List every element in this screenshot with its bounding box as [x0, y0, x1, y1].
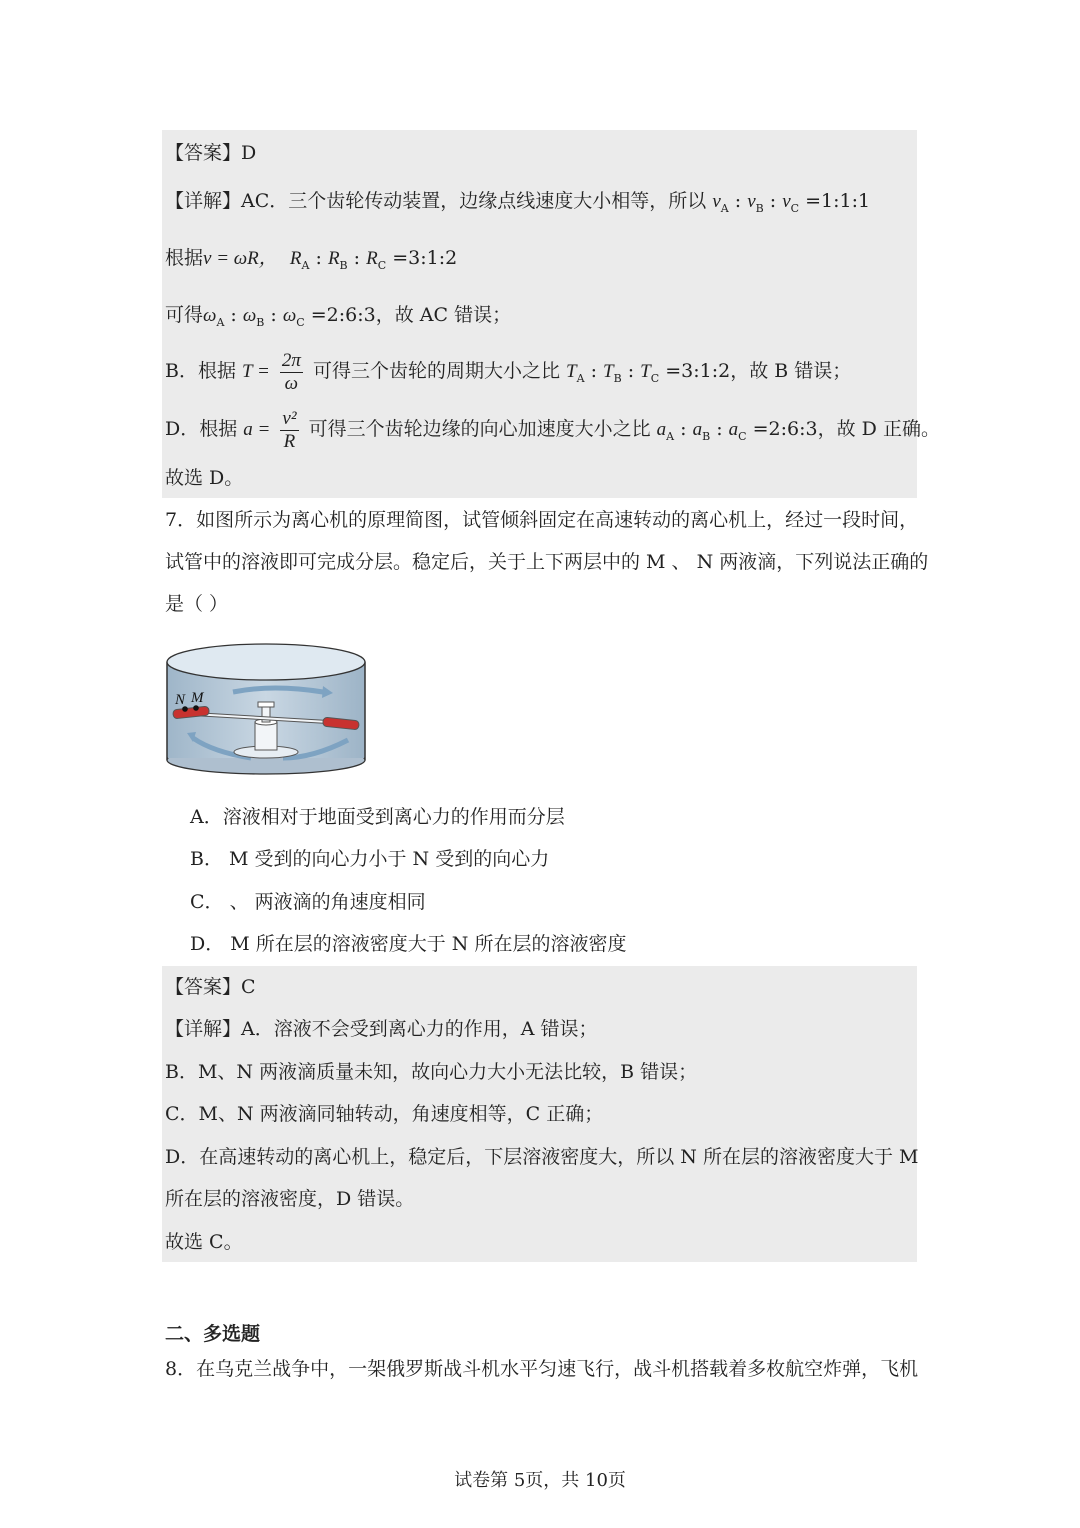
accel-formula-lhs: a =	[243, 419, 271, 440]
detail7-line1	[165, 1016, 598, 1042]
answer7-line	[165, 974, 256, 1000]
answer6-value: D	[241, 142, 257, 164]
detail6-label: 【详解】	[165, 190, 242, 212]
detail6-d-prefix: D．根据	[165, 418, 238, 440]
detail6-l3-suffix: ，故 AC 错误；	[375, 304, 512, 326]
period-formula-lhs: T =	[242, 361, 270, 382]
detail7-line5: 所在层的溶液密度，D 错误。	[165, 1188, 415, 1210]
detail6-d-mid: 可得三个齿轮边缘的向心加速度大小之比	[308, 418, 651, 440]
detail7-line2: B．M、N 两液滴质量未知，故向心力大小无法比较，B 错误；	[165, 1061, 698, 1083]
detail6-l2-formula: v = ωR，	[203, 248, 278, 269]
detail6-line2	[165, 245, 457, 279]
detail6-conclusion: 故选 D。	[165, 467, 244, 489]
period-numerator: 2π	[281, 349, 301, 371]
detail6-line-d	[165, 404, 940, 462]
label-n: N	[175, 692, 186, 708]
q7-option-a: A．溶液相对于地面受到离心力的作用而分层	[190, 806, 565, 828]
detail6-line1	[165, 188, 870, 222]
velocity-ratio-value: =1:1:1	[805, 190, 871, 212]
accel-ratio-symbols: $a_A$ : $a_B$ : $a_C$	[656, 418, 747, 443]
detail6-l1-text: AC．三个齿轮传动装置，边缘点线速度大小相等，所以	[241, 190, 707, 212]
q7-option-d: D． M 所在层的溶液密度大于 N 所在层的溶液密度	[190, 933, 627, 955]
answer7-label: 【答案】	[165, 976, 242, 998]
accel-fraction	[280, 408, 298, 453]
detail7-l1: A．溶液不会受到离心力的作用，A 错误；	[241, 1018, 598, 1040]
answer6-label: 【答案】	[165, 142, 242, 164]
label-m: M	[191, 690, 204, 706]
omega-ratio-value: =2:6:3	[310, 304, 376, 326]
velocity-ratio-symbols: $v_A$ : $v_B$ : $v_C$	[712, 190, 800, 215]
omega-ratio-symbols: $\omega_A$ : $\omega_B$ : $\omega_C$	[203, 304, 305, 329]
answer6-line	[165, 140, 256, 166]
detail6-line3	[165, 302, 511, 336]
q7-line1: 7．如图所示为离心机的原理简图，试管倾斜固定在高速转动的离心机上，经过一段时间，	[165, 509, 919, 531]
detail6-l3-prefix: 可得	[165, 304, 204, 326]
detail6-b-suffix: ，故 B 错误；	[730, 360, 852, 382]
section2-title: 二、多选题	[165, 1323, 261, 1345]
q7-line3: 是（ ）	[165, 593, 229, 615]
q7-option-c: C． 、 两液滴的角速度相同	[190, 891, 426, 913]
q7-line2: 试管中的溶液即可完成分层。稳定后，关于上下两层中的 M 、 N 两液滴，下列说法正确的	[165, 551, 929, 573]
detail7-line3: C．M、N 两液滴同轴转动，角速度相等，C 正确；	[165, 1103, 604, 1125]
detail6-b-mid: 可得三个齿轮的周期大小之比	[312, 360, 560, 382]
detail6-d-suffix: ，故 D 正确。	[817, 418, 940, 440]
q8-line1: 8．在乌克兰战争中，一架俄罗斯战斗机水平匀速飞行，战斗机搭载着多枚航空炸弹，飞机	[165, 1358, 919, 1380]
detail7-conclusion: 故选 C。	[165, 1231, 243, 1253]
accel-ratio-value: =2:6:3	[752, 418, 818, 440]
centrifuge-figure	[163, 640, 369, 775]
page-footer: 试卷第 5页，共 10页	[454, 1470, 626, 1491]
period-ratio-value: =3:1:2	[665, 360, 731, 382]
detail6-l2-prefix: 根据	[165, 247, 204, 269]
detail6-b-prefix: B．根据	[165, 360, 236, 382]
radius-ratio-symbols: $R_A$ : $R_B$ : $R_C$	[289, 247, 387, 272]
accel-numerator: v²	[282, 407, 297, 429]
detail6-line-b	[165, 346, 851, 404]
detail7-label: 【详解】	[165, 1018, 242, 1040]
period-denominator: ω	[284, 372, 299, 394]
period-ratio-symbols: $T_A$ : $T_B$ : $T_C$	[566, 360, 660, 385]
detail7-line4: D．在高速转动的离心机上，稳定后，下层溶液密度大，所以 N 所在层的溶液密度大于 M	[165, 1146, 919, 1168]
radius-ratio-value: =3:1:2	[392, 247, 458, 269]
period-fraction	[280, 350, 303, 395]
accel-denominator: R	[283, 430, 296, 452]
answer7-value: C	[241, 976, 256, 998]
q7-option-b: B． M 受到的向心力小于 N 受到的向心力	[190, 848, 550, 870]
